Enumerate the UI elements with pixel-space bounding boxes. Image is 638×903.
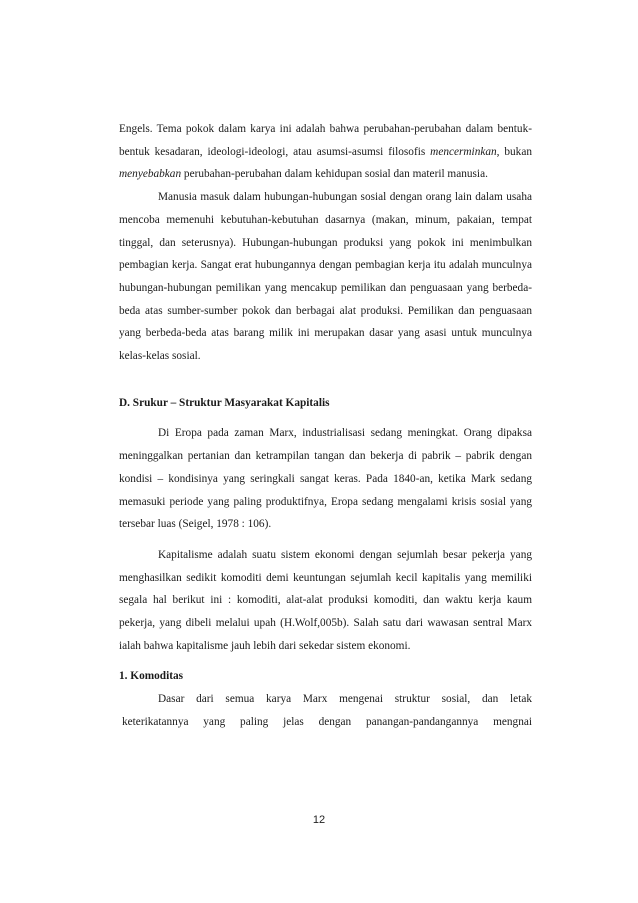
spacer [119, 657, 532, 665]
paragraph-engels [119, 118, 532, 186]
spacer [119, 536, 532, 544]
paragraph-eropa: Di Eropa pada zaman Marx, industrialisasi sedang meningkat. Orang dipaksa meninggalkan pertanian dan ketrampilan tangan dan bekerja di pabrik – pabrik dengan kondisi – kondisinya yang seringkali sangat keras. Pada 1840-an, ketika Mark sedang memasuki periode yang paling produktifnya, Eropa sedang mengalami krisis sosial yang tersebar luas (Seigel, 1978 : 106). [119, 427, 532, 531]
paragraph-text: Engels. Tema pokok dalam karya ini adalah bahwa perubahan-perubahan dalam bentuk-bentuk kesadaran, ideologi-ideologi, atau asumsi-asumsi filosofis [119, 123, 532, 158]
paragraph-text: perubahan-perubahan dalam kehidupan sosial dan materil manusia. [181, 168, 488, 181]
page-number: 12 [312, 814, 326, 826]
section-heading-d: D. Srukur – Struktur Masyarakat Kapitalis [119, 396, 330, 409]
paragraph-manusia: Manusia masuk dalam hubungan-hubungan sosial dengan orang lain dalam usaha mencoba memenuhi kebutuhan-kebutuhan dasarnya (makan, minum, pakaian, tempat tinggal, dan seterusnya). Hubungan-hubungan produksi yang pokok ini menimbulkan pembagian kerja. Sangat erat hubungannya dengan pembagian kerja itu adalah munculnya hubungan-hubungan pemilikan yang mencakup pemilikan dan penguasaan yang berbeda-beda atas sumber-sumber pokok dan berbagai alat produksi. Pemilikan dan penguasaan yang berbeda-beda atas barang milik ini merupakan dasar yang asasi untuk munculnya kelas-kelas sosial. [119, 191, 532, 363]
paragraph-text: bukan [499, 145, 532, 158]
italic-term-mencerminkan: mencerminkan, [430, 145, 500, 158]
page-body [119, 118, 532, 734]
spacer [119, 414, 532, 422]
paragraph-kapitalisme: Kapitalisme adalah suatu sistem ekonomi dengan sejumlah besar pekerja yang menghasilkan sedikit komoditi demi keuntungan sejumlah kecil kapitalis yang memiliki segala hal berikut ini : komoditi, alat-alat produksi komoditi, dan waktu kerja kaum pekerja, yang dibeli melalui upah (H.Wolf,005b). Salah satu dari wawasan sentral Marx ialah bahwa kapitalisme jauh lebih dari sekedar sistem ekonomi. [119, 548, 532, 652]
subsection-heading-komoditas: 1. Komoditas [119, 670, 184, 683]
paragraph-komoditas-line-2: keterikatannya yang paling jelas dengan panangan-pandangannya mengnai [122, 715, 532, 728]
paragraph-komoditas-line-1: Dasar dari semua karya Marx mengenai struktur sosial, dan letak [158, 693, 532, 706]
spacer [119, 368, 532, 392]
italic-term-menyebabkan: menyebabkan [119, 168, 182, 181]
